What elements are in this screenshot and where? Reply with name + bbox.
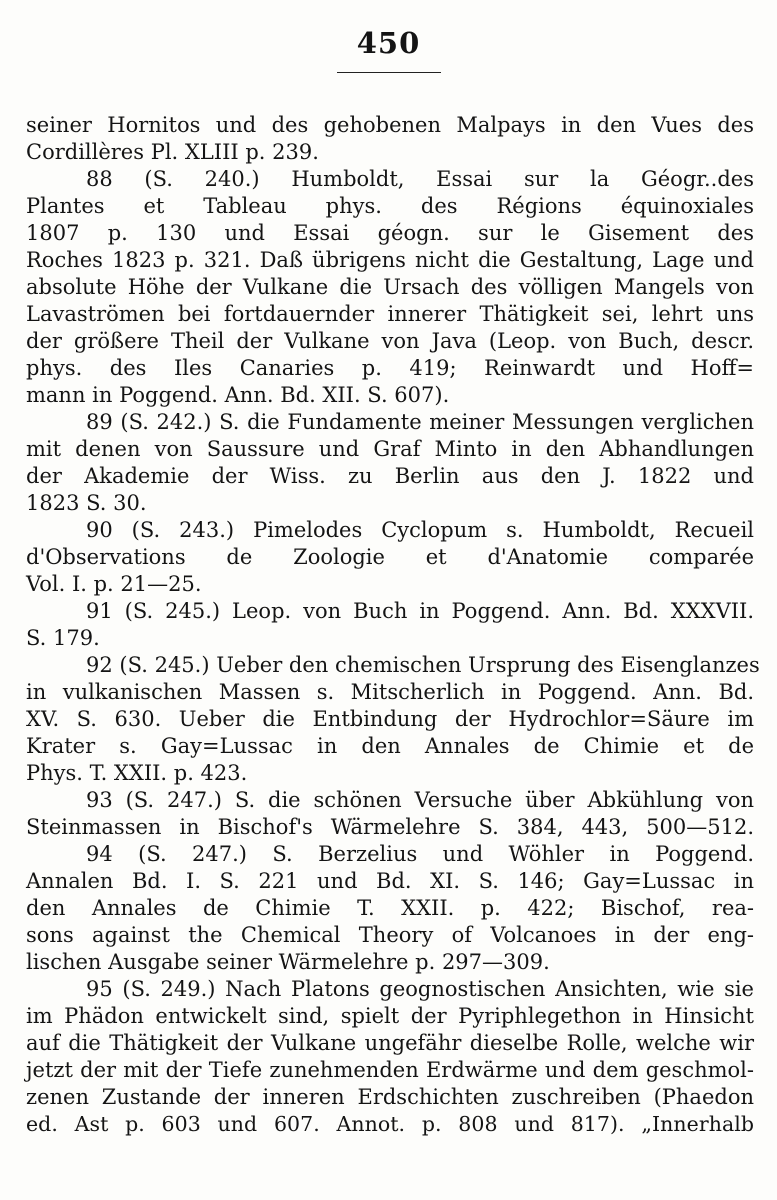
text-line: auf die Thätigkeit der Vulkane ungefähr dieselbe Rolle, welche wir: [26, 1031, 754, 1055]
text-line: im Phädon entwickelt sind, spielt der Pyriphlegethon in Hinsicht: [26, 1004, 754, 1028]
header-rule: [337, 72, 441, 73]
text-line: sons against the Chemical Theory of Volcanoes in der eng-: [26, 923, 754, 947]
text-line: zenen Zustande der inneren Erdschichten zuschreiben (Phaedon: [26, 1085, 754, 1109]
text-line: der Akademie der Wiss. zu Berlin aus den J. 1822 und: [26, 464, 754, 488]
text-line: phys. des Iles Canaries p. 419; Reinwardt und Hoff=: [26, 356, 754, 380]
text-line: Steinmassen in Bischof's Wärmelehre S. 384, 443, 500—512.: [26, 815, 754, 839]
text-line: lischen Ausgabe seiner Wärmelehre p. 297—309.: [26, 950, 550, 974]
text-line: den Annales de Chimie T. XXII. p. 422; Bischof, rea-: [26, 896, 754, 920]
footnote-88-start: 88 (S. 240.) Humboldt, Essai sur la Géogr..des: [86, 167, 754, 191]
text-line: in vulkanischen Massen s. Mitscherlich in Poggend. Ann. Bd.: [26, 680, 754, 704]
text-line: 1823 S. 30.: [26, 491, 147, 515]
text-line: Annalen Bd. I. S. 221 und Bd. XI. S. 146; Gay=Lussac in: [26, 869, 754, 893]
footnote-89-start: 89 (S. 242.) S. die Fundamente meiner Messungen verglichen: [86, 410, 754, 434]
text-line: jetzt der mit der Tiefe zunehmenden Erdwärme und dem geschmol-: [26, 1058, 754, 1082]
text-line: d'Observations de Zoologie et d'Anatomie comparée: [26, 545, 754, 569]
text-line: S. 179.: [26, 626, 100, 650]
page-number: 450: [356, 26, 421, 60]
text-line: ed. Ast p. 603 und 607. Annot. p. 808 und 817). „Innerhalb: [26, 1112, 754, 1136]
text-line: der größere Theil der Vulkane von Java (Leop. von Buch, descr.: [26, 329, 754, 353]
text-line: Plantes et Tableau phys. des Régions équinoxiales: [26, 194, 754, 218]
text-line: Roches 1823 p. 321. Daß übrigens nicht die Gestaltung, Lage und: [26, 248, 754, 272]
text-line: Vol. I. p. 21—25.: [26, 572, 202, 596]
footnote-90-start: 90 (S. 243.) Pimelodes Cyclopum s. Humboldt, Recueil: [86, 518, 754, 542]
text-line: Krater s. Gay=Lussac in den Annales de Chimie et de: [26, 734, 754, 758]
text-line: Cordillères Pl. XLIII p. 239.: [26, 140, 319, 164]
footnote-93-start: 93 (S. 247.) S. die schönen Versuche über Abkühlung von: [86, 788, 754, 812]
text-line: Lavaströmen bei fortdauernder innerer Thätigkeit sei, lehrt uns: [26, 302, 754, 326]
footnote-94-start: 94 (S. 247.) S. Berzelius und Wöhler in Poggend.: [86, 842, 754, 866]
footnote-95-start: 95 (S. 249.) Nach Platons geognostischen Ansichten, wie sie: [86, 977, 754, 1001]
text-line: mit denen von Saussure und Graf Minto in den Abhandlungen: [26, 437, 754, 461]
text-line: 1807 p. 130 und Essai géogn. sur le Gisement des: [26, 221, 754, 245]
text-line: mann in Poggend. Ann. Bd. XII. S. 607).: [26, 383, 450, 407]
footnote-91-start: 91 (S. 245.) Leop. von Buch in Poggend. Ann. Bd. XXXVII.: [86, 599, 754, 623]
text-line: absolute Höhe der Vulkane die Ursach des völligen Mangels von: [26, 275, 754, 299]
text-line: seiner Hornitos und des gehobenen Malpays in den Vues des: [26, 113, 754, 137]
text-line: XV. S. 630. Ueber die Entbindung der Hydrochlor=Säure im: [26, 707, 754, 731]
text-line: Phys. T. XXII. p. 423.: [26, 761, 248, 785]
footnote-92-start: 92 (S. 245.) Ueber den chemischen Ursprung des Eisenglanzes: [86, 653, 760, 677]
